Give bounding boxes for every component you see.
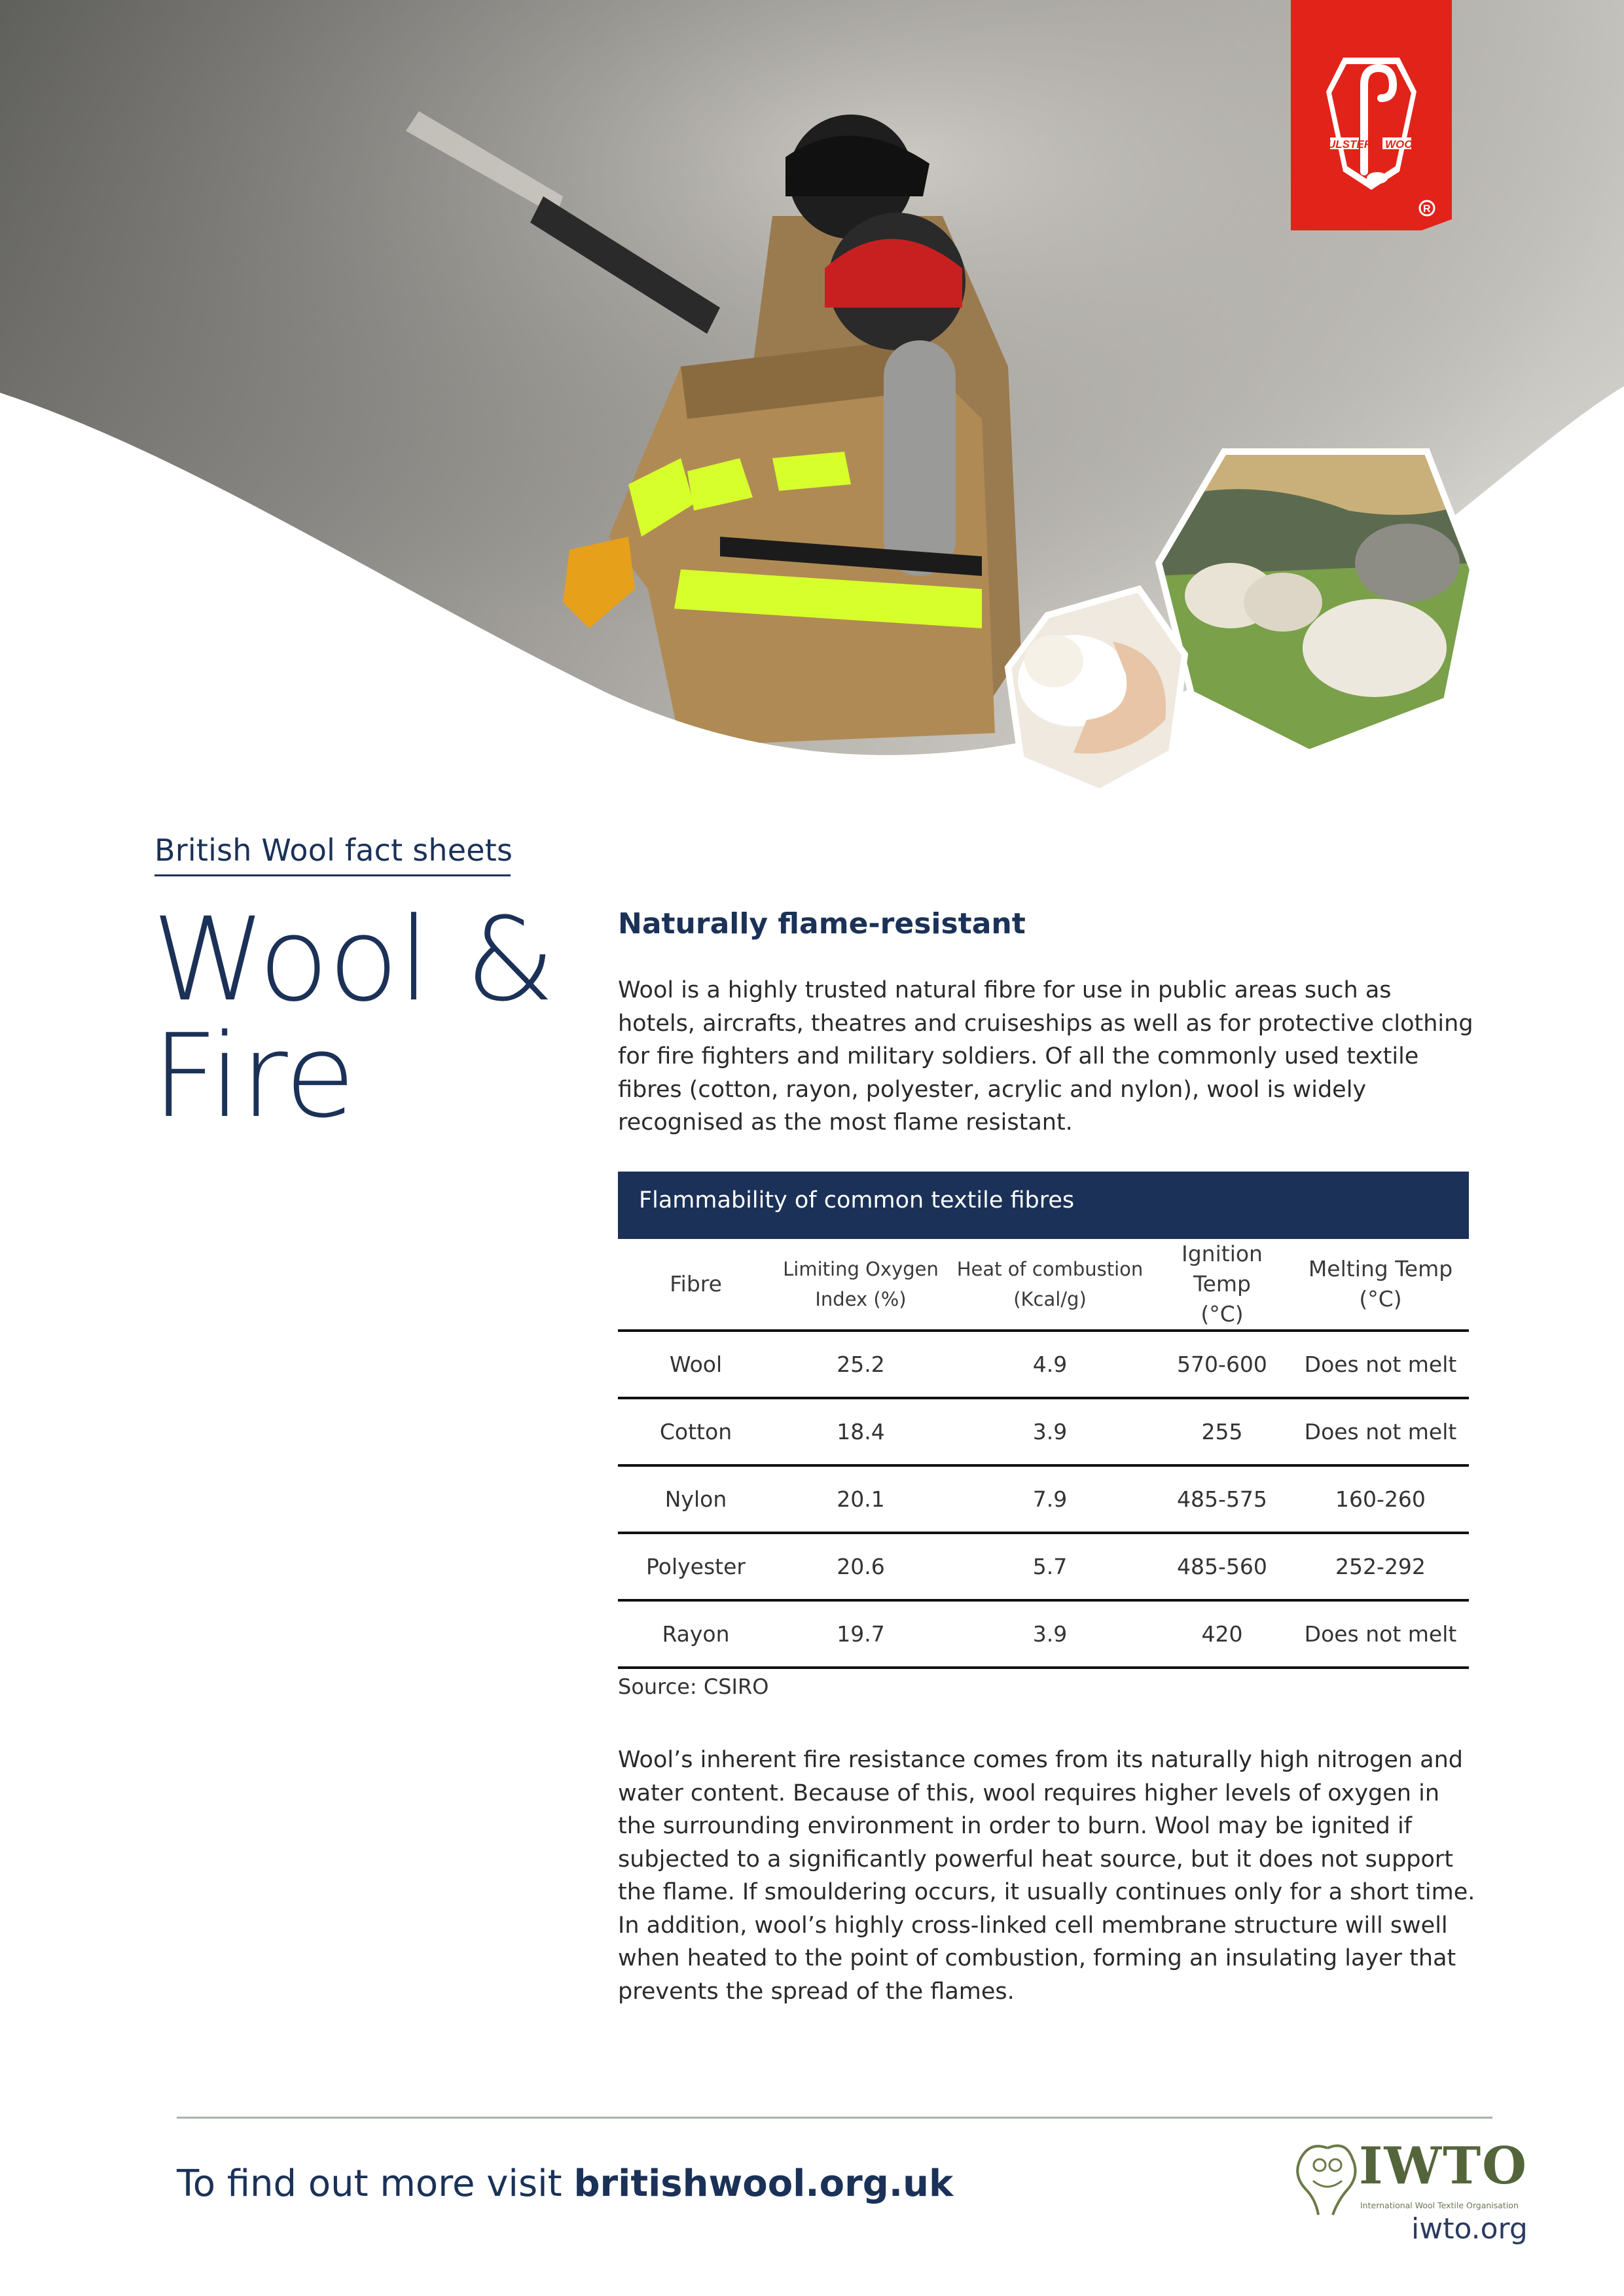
- table-cell: 20.6: [774, 1533, 948, 1600]
- iwto-link[interactable]: iwto.org: [1411, 2212, 1528, 2246]
- table-cell: 18.4: [774, 1398, 948, 1465]
- svg-text:WOOL: WOOL: [1385, 138, 1420, 151]
- body-paragraph: Wool’s inherent fire resistance comes from its naturally high nitrogen and water content. Because of this, wool requires higher levels of oxygen in the surrounding environment in order to burn. Wool may be ignited if subjected to a significantly powerful heat source, but it does not support the flame. If smouldering occurs, it usually continues only for a short time. In addition, wool’s highly cross-linked cell membrane structure will swell when heated to the point of combustion, forming an insulating layer that prevents the spread of the flames.: [618, 1747, 1475, 2005]
- table-row: [618, 1331, 1469, 1398]
- table-cell: 25.2: [774, 1331, 948, 1398]
- table-cell: Does not melt: [1292, 1600, 1469, 1668]
- iwto-tagline: International Wool Textile Organisation: [1360, 2200, 1519, 2210]
- page-title: [152, 893, 571, 1143]
- table-cell: Polyester: [618, 1533, 774, 1600]
- table-header-row: [618, 1239, 1469, 1331]
- iwto-logo[interactable]: [1287, 2135, 1528, 2251]
- table-cell: Wool: [618, 1331, 774, 1398]
- table-cell: Does not melt: [1292, 1331, 1469, 1398]
- column-header: Limiting Oxygen Index (%): [783, 1258, 939, 1310]
- britishwool-link[interactable]: britishwool.org.uk: [573, 2162, 954, 2205]
- table-cell: Nylon: [618, 1465, 774, 1533]
- title-line-1: Wool &: [152, 893, 555, 1027]
- column-header: Melting Temp (°C): [1308, 1256, 1453, 1312]
- ulster-wool-logo[interactable]: [1291, 0, 1452, 230]
- table-cell: 4.9: [948, 1331, 1152, 1398]
- column-header: Heat of combustion (Kcal/g): [956, 1258, 1144, 1310]
- footer-cta: [177, 2162, 953, 2205]
- table-cell: 255: [1152, 1398, 1292, 1465]
- table-cell: 7.9: [948, 1465, 1152, 1533]
- table-cell: 19.7: [774, 1600, 948, 1668]
- table-cell: 420: [1152, 1600, 1292, 1668]
- table-source: Source: CSIRO: [618, 1674, 769, 1699]
- table-cell: 485-560: [1152, 1533, 1292, 1600]
- table-row: [618, 1600, 1469, 1668]
- table-cell: 570-600: [1152, 1331, 1292, 1398]
- footer-divider: [177, 2117, 1492, 2119]
- table-cell: 485-575: [1152, 1465, 1292, 1533]
- svg-text:ULSTER: ULSTER: [1327, 138, 1372, 151]
- intro-paragraph: Wool is a highly trusted natural fibre for use in public areas such as hotels, aircrafts, theatres and cruiseships as well as for protective clothing for fire fighters and military soldiers. Of all the commonly used textile fibres (cotton, rayon, polyester, acrylic and nylon), wool is widely recognised as the most flame resistant.: [618, 977, 1473, 1136]
- table-cell: 252-292: [1292, 1533, 1469, 1600]
- table-row: [618, 1533, 1469, 1600]
- table-cell: 160-260: [1292, 1465, 1469, 1533]
- table-cell: 20.1: [774, 1465, 948, 1533]
- table-cell: Rayon: [618, 1600, 774, 1668]
- table-cell: 3.9: [948, 1600, 1152, 1668]
- flammability-table: [618, 1239, 1469, 1669]
- title-line-2: Fire: [152, 1009, 355, 1143]
- column-header: Fibre: [670, 1271, 722, 1297]
- cta-prefix: To find out more visit: [177, 2162, 574, 2205]
- table-cell: 3.9: [948, 1398, 1152, 1465]
- iwto-wordmark: IWTO: [1359, 2136, 1528, 2196]
- table-title: Flammability of common textile fibres: [618, 1172, 1469, 1239]
- fact-sheets-link[interactable]: British Wool fact sheets: [154, 833, 513, 868]
- table-cell: Does not melt: [1292, 1398, 1469, 1465]
- table-cell: Cotton: [618, 1398, 774, 1465]
- column-header: Ignition Temp (°C): [1182, 1241, 1263, 1327]
- table-row: [618, 1465, 1469, 1533]
- table-cell: 5.7: [948, 1533, 1152, 1600]
- svg-text:R: R: [1423, 204, 1431, 215]
- section-heading: Naturally flame-resistant: [618, 907, 1026, 941]
- series-underline: [154, 874, 511, 876]
- table-row: [618, 1398, 1469, 1465]
- sheep-icon: [1287, 2135, 1367, 2223]
